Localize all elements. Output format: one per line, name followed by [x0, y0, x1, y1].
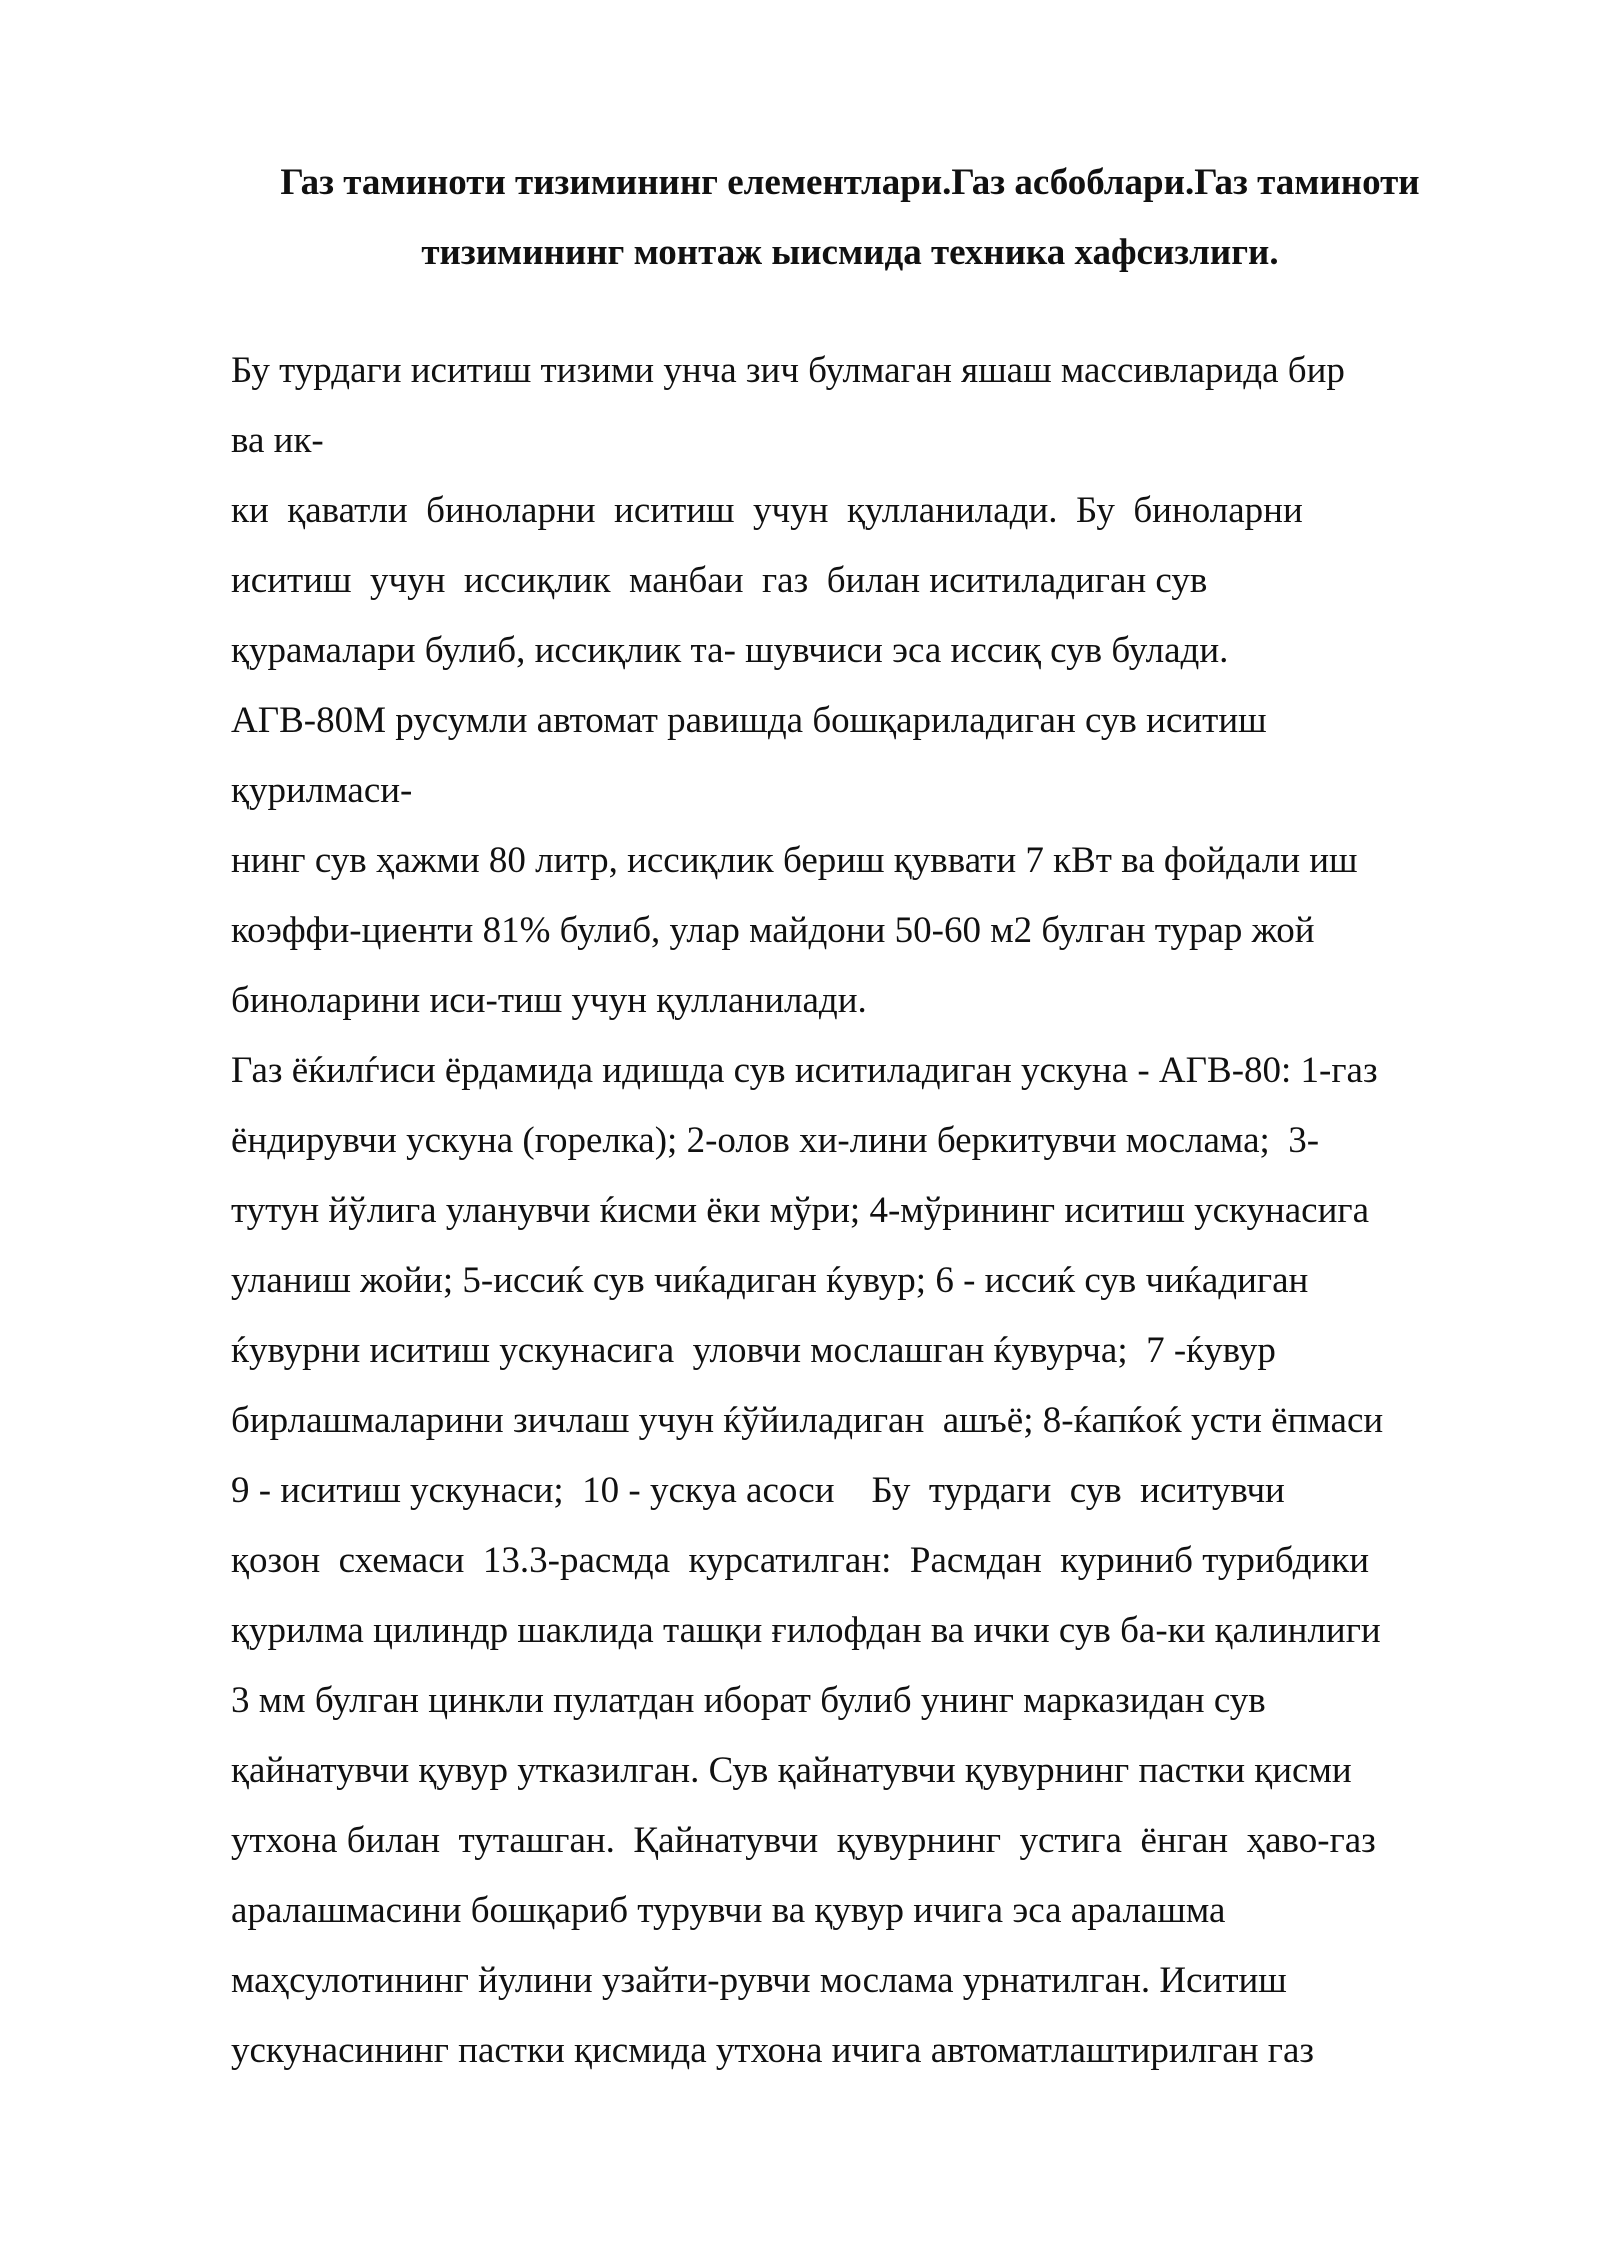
- body-text-line: Бу турдаги иситиш тизими унча зич булмаган яшаш массивларида бир: [231, 350, 1345, 391]
- body-text-line: иситиш учун иссиқлик манбаи газ билан иситиладиган сув: [231, 560, 1208, 601]
- body-text-line: ки қаватли биноларни иситиш учун қулланилади. Бу биноларни: [231, 490, 1303, 531]
- title-line: Газ таминоти тизимининг елементлари.Газ асбоблари.Газ таминоти: [280, 162, 1420, 203]
- document-body: [231, 336, 1531, 2086]
- body-text-line: ускунасининг пастки қисмида утхона ичига автоматлаштирилган газ: [231, 2030, 1314, 2071]
- body-text-line: қурамалари булиб, иссиқлик та- шувчиси эса иссиқ сув булади.: [231, 630, 1229, 671]
- body-text-line: аралашмасини бошқариб турувчи ва қувур ичига эса аралашма: [231, 1890, 1226, 1931]
- body-text-line: қурилма цилиндр шаклида ташқи ғилофдан ва ички сув ба-ки қалинлиги: [231, 1610, 1381, 1651]
- body-text-line: уланиш жойи; 5-иссиќ сув чиќадиган ќувур; 6 - иссиќ сув чиќадиган: [231, 1260, 1309, 1301]
- body-text-line: 3 мм булган цинкли пулатдан иборат булиб унинг марказидан сув: [231, 1680, 1266, 1721]
- body-text-line: утхона билан туташган. Қайнатувчи қувурнинг устига ёнган ҳаво-газ: [231, 1820, 1376, 1861]
- title-line: тизимининг монтаж ыисмида техника хафсизлиги.: [421, 232, 1279, 273]
- body-text-line: коэффи-циенти 81% булиб, улар майдони 50-60 м2 булган турар жой: [231, 910, 1315, 951]
- body-text-line: 9 - иситиш ускунаси; 10 - ускуа асоси Бу турдаги сув иситувчи: [231, 1470, 1285, 1511]
- body-text-line: маҳсулотининг йулини узайти-рувчи мослама урнатилган. Иситиш: [231, 1960, 1287, 2001]
- body-text-line: Газ ёќилѓиси ёрдамида идишда сув иситиладиган ускуна - АГВ-80: 1-газ: [231, 1050, 1378, 1091]
- body-text-line: тутун йўлига уланувчи ќисми ёки мўри; 4-мўрининг иситиш ускунасига: [231, 1190, 1369, 1231]
- body-text-line: бирлашмаларини зичлаш учун ќўйиладиган ашъё; 8-ќапќоќ усти ёпмаси: [231, 1400, 1384, 1441]
- body-text-line: ёндирувчи ускуна (горелка); 2-олов хи-лини беркитувчи мослама; 3-: [231, 1120, 1320, 1161]
- body-text-line: қозон схемаси 13.3-расмда курсатилган: Расмдан куриниб турибдики: [231, 1540, 1370, 1581]
- body-text-line: қайнатувчи қувур утказилган. Сув қайнатувчи қувурнинг пастки қисми: [231, 1750, 1352, 1791]
- document-title: [200, 148, 1500, 288]
- body-text-line: нинг сув ҳажми 80 литр, иссиқлик бериш қуввати 7 кВт ва фойдали иш: [231, 840, 1358, 881]
- body-text-line: ќувурни иситиш ускунасига уловчи мослашган ќувурча; 7 -ќувур: [231, 1330, 1276, 1371]
- body-text-line: биноларини иси-тиш учун қулланилади.: [231, 980, 867, 1021]
- body-text-line: ва ик-: [231, 420, 324, 461]
- body-text-line: АГВ-80М русумли автомат равишда бошқариладиган сув иситиш: [231, 700, 1267, 741]
- body-text-line: қурилмаси-: [231, 770, 413, 811]
